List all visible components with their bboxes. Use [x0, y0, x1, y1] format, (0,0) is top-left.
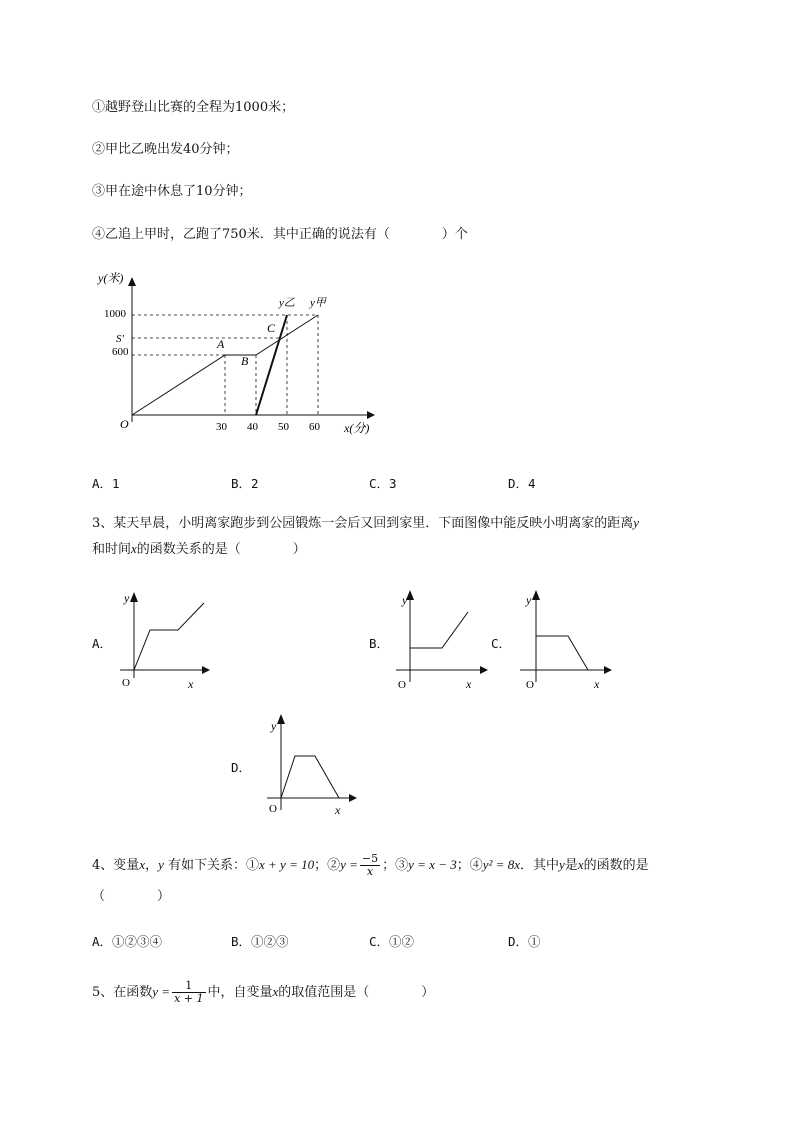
q2-option-b[interactable]: B．2 [231, 476, 259, 491]
q2-option-c[interactable]: C．3 [369, 476, 397, 491]
point-c: C [267, 321, 276, 335]
q3b-y-label: y [402, 593, 408, 607]
q3a-x-label: x [188, 677, 194, 691]
q4-eq2-den: x [366, 865, 374, 878]
statement-4: ④乙追上甲时，乙跑了750米．其中正确的说法有（ ）个 [92, 227, 468, 242]
q4-tail-mid: 是 [564, 858, 578, 873]
y-tick-600: 600 [112, 346, 129, 358]
race-graph [92, 262, 392, 442]
q3-graph-d[interactable] [259, 708, 364, 820]
q4-sep3: ；③ [382, 858, 409, 873]
line-label-jia: y甲 [310, 297, 326, 309]
q4-eq2-num: −5 [361, 852, 379, 865]
origin-label: O [120, 417, 129, 431]
q3-graph-a[interactable] [112, 588, 222, 693]
q3-option-d-label[interactable]: D． [231, 760, 252, 775]
q3d-origin: O [269, 803, 277, 815]
q4-tail-end: 的函数的是 [583, 858, 649, 873]
q4-option-b[interactable]: B．①②③ [231, 934, 289, 949]
q3-var-x: x [131, 541, 137, 556]
q4-paren: （ ） [92, 889, 171, 904]
q4-eq2-fraction [360, 853, 380, 878]
q4-mid: 有如下关系：① [163, 858, 259, 873]
x-tick-30: 30 [216, 421, 227, 433]
q3a-origin: O [122, 677, 130, 689]
q3-text-line2 [92, 540, 306, 559]
q4-eq3: y = x − 3 [408, 857, 457, 872]
q5-den: x + 1 [174, 992, 204, 1005]
q3c-x-label: x [594, 677, 600, 691]
q4-sep2: ；② [314, 858, 341, 873]
q4-text-line1 [92, 852, 649, 879]
q2-option-a[interactable]: A．1 [92, 476, 120, 491]
x-tick-40: 40 [247, 421, 258, 433]
q3b-x-label: x [466, 677, 472, 691]
q3-text-line1 [92, 514, 639, 533]
q4-var-y: y [158, 857, 164, 872]
q3a-y-label: y [124, 591, 130, 605]
q3d-y-label: y [271, 719, 277, 733]
q4-option-c[interactable]: C．①② [369, 934, 415, 949]
q3-graph-b[interactable] [390, 584, 495, 694]
q4-tail-pre: ．其中 [519, 858, 559, 873]
y-tick-1000: 1000 [104, 308, 126, 320]
q4-tail-x: x [577, 857, 584, 872]
q3-graph-c[interactable] [512, 584, 617, 694]
y-arrow [128, 277, 136, 286]
q4-eq2-lhs: y = [340, 857, 358, 872]
q3-option-b-label[interactable]: B． [369, 636, 390, 651]
q4-comma: ， [145, 858, 159, 873]
q3-option-a-label[interactable]: A． [92, 636, 113, 651]
q5-num: 1 [172, 980, 205, 993]
x-tick-50: 50 [278, 421, 289, 433]
y-axis-label: y(米) [98, 271, 124, 285]
q3-option-c-label[interactable]: C． [491, 636, 512, 651]
line-label-yi: y乙 [279, 297, 295, 309]
q2-option-d[interactable]: D．4 [508, 476, 536, 491]
q3-line1: 3、某天早晨，小明离家跑步到公园锻炼一会后又回到家里．下面图像中能反映小明离家的距离 [92, 516, 634, 531]
q3-line2-post: 的函数关系的是（ ） [136, 542, 306, 557]
q5-lhs: y = [152, 984, 171, 999]
statement-3: ③甲在途中休息了10分钟； [92, 184, 252, 199]
x-tick-60: 60 [309, 421, 320, 433]
q4-eq1: x + y = 10 [259, 857, 315, 872]
point-a: A [217, 337, 225, 351]
y-tick-s: S' [116, 333, 124, 345]
q3-var-y: y [633, 515, 640, 530]
q4-pre: 4、变量 [92, 858, 140, 873]
q4-eq4: y² = 8x [482, 857, 520, 872]
point-b: B [241, 354, 249, 368]
q3-line2-pre: 和时间 [92, 542, 132, 557]
statement-2: ②甲比乙晚出发40分钟； [92, 142, 239, 157]
q4-var-x: x [139, 857, 146, 872]
q5-fraction [172, 980, 205, 1005]
q3d-x-label: x [335, 803, 341, 817]
q3c-y-label: y [526, 593, 532, 607]
q3c-origin: O [526, 679, 534, 691]
q5-var-x: x [272, 984, 279, 999]
x-arrow [367, 411, 375, 419]
q4-tail-y: y [558, 857, 565, 872]
q5-pre: 5、在函数 [92, 985, 153, 1000]
q3b-origin: O [398, 679, 406, 691]
q5-end: 的取值范围是（ ） [278, 985, 435, 1000]
q5-text [92, 978, 434, 1007]
statement-1: ①越野登山比赛的全程为1000米； [92, 100, 295, 115]
q4-option-a[interactable]: A．①②③④ [92, 934, 163, 949]
q5-mid: 中，自变量 [207, 985, 273, 1000]
q4-sep4: ；④ [456, 858, 483, 873]
q4-option-d[interactable]: D．① [508, 934, 541, 949]
x-axis-label: x(分) [344, 421, 370, 435]
